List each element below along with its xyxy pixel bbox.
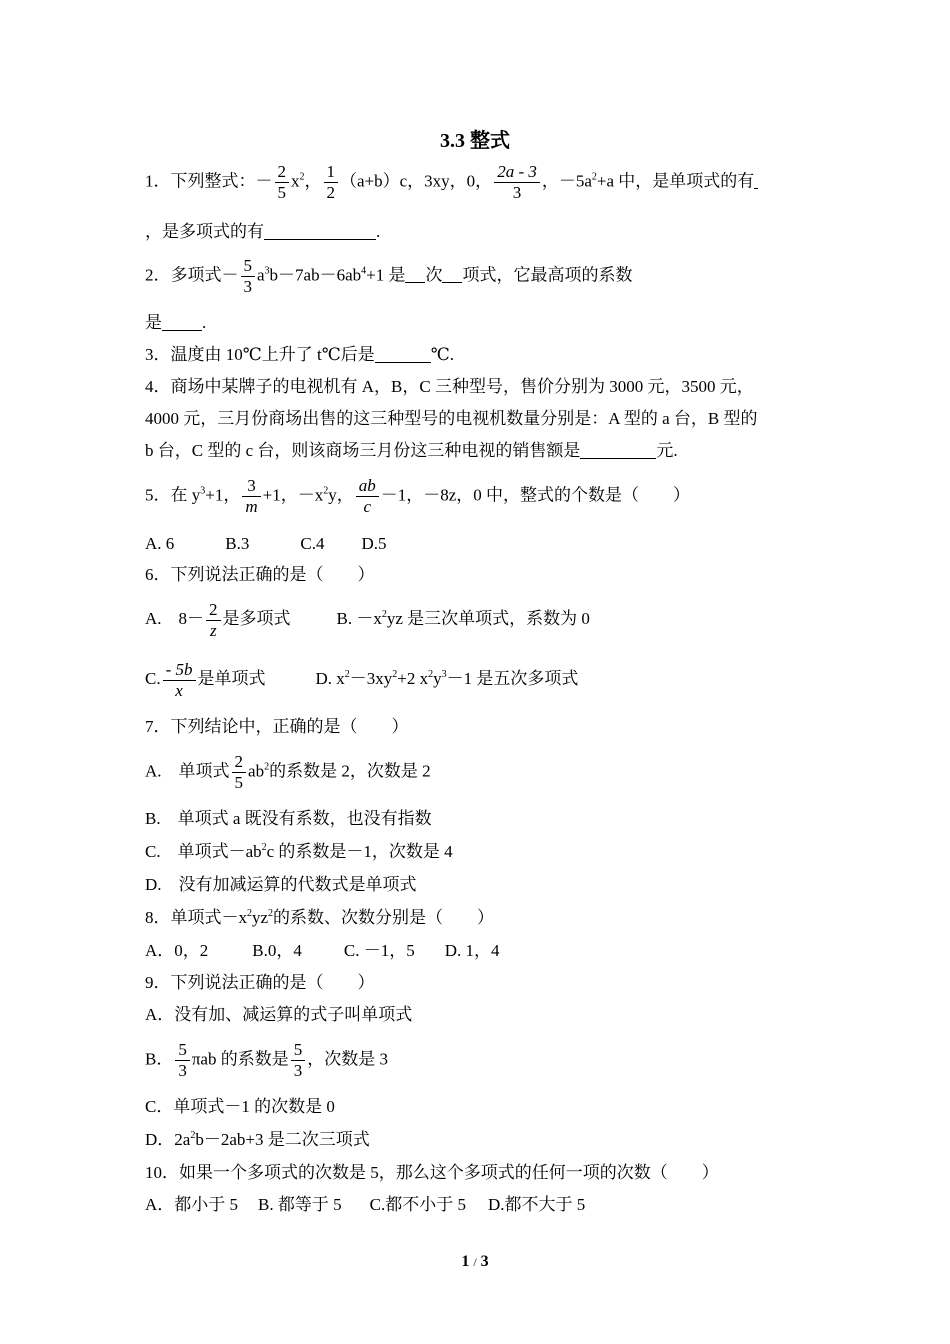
fraction: $\frac{1}{2}$ bbox=[324, 162, 339, 203]
option-a[interactable]: A．0，2 bbox=[145, 941, 209, 960]
question-8-stem: 8．单项式$-x^2yz^2$的系数、次数分别是（ ） bbox=[145, 908, 495, 927]
option-b[interactable]: B.3 bbox=[225, 534, 250, 553]
option-d[interactable]: D.都不大于 5 bbox=[487, 1195, 586, 1214]
question-9-option-d[interactable]: D．$2a^2b-2ab+3$ 是二次三项式 bbox=[145, 1130, 370, 1149]
page-title: 3.3 整式 bbox=[440, 130, 510, 152]
fraction: $\frac{2a - 3}{3}$ bbox=[494, 162, 540, 203]
answer-blank[interactable] bbox=[580, 442, 656, 459]
question-8-options bbox=[145, 940, 500, 962]
answer-blank[interactable] bbox=[754, 172, 758, 189]
question-10-options bbox=[145, 1194, 585, 1216]
question-7-option-d[interactable]: D. 没有加减运算的代数式是单项式 bbox=[145, 875, 417, 894]
question-6-options-ab bbox=[145, 600, 590, 641]
question-4-line-3: b 台，C 型的 c 台，则该商场三月份这三种电视的销售额是 元. bbox=[145, 441, 678, 460]
option-a[interactable]: A. 8－ $\frac{2}{z}$ 是多项式 bbox=[145, 600, 291, 640]
option-c[interactable]: C.4 bbox=[300, 534, 325, 553]
fraction: $\frac{5}{3}$ bbox=[175, 1040, 190, 1081]
question-7-option-a[interactable]: A. 单项式 $\frac{2}{5}$ $ab^2$的系数是 2，次数是 2 bbox=[145, 752, 431, 792]
option-b[interactable]: B. $-x^2yz$ 是三次单项式，系数为 0 bbox=[336, 609, 590, 629]
fraction: $\frac{5}{3}$ bbox=[291, 1040, 306, 1081]
answer-blank[interactable] bbox=[375, 346, 431, 363]
option-c[interactable]: C. －1，5 bbox=[343, 941, 415, 960]
fraction: $\frac{ab}{c}$ bbox=[356, 476, 379, 517]
question-7-stem: 7．下列结论中，正确的是（ ） bbox=[145, 717, 409, 736]
answer-blank[interactable] bbox=[442, 266, 462, 283]
fraction: $\frac{3}{m}$ bbox=[242, 476, 260, 517]
question-9-option-c[interactable]: C．单项式－1 的次数是 0 bbox=[145, 1097, 335, 1116]
option-d[interactable]: D. 1，4 bbox=[444, 941, 500, 960]
fraction: $\frac{2}{z}$ bbox=[206, 600, 221, 641]
fraction: $\frac{- 5b}{x}$ bbox=[163, 660, 196, 701]
question-7-option-c[interactable]: C. 单项式$-ab^2c$ 的系数是－1，次数是 4 bbox=[145, 842, 453, 861]
question-1-line-2: ，是多项式的有 . bbox=[145, 222, 381, 241]
question-9-option-b[interactable]: B． $\frac{5}{3}$ πab 的系数是 $\frac{5}{3}$ ，次数是 3 bbox=[145, 1040, 388, 1080]
answer-blank[interactable] bbox=[264, 223, 376, 240]
fraction: $\frac{2}{5}$ bbox=[275, 162, 290, 203]
question-4-line-2: 4000 元，三月份商场出售的这三种型号的电视机数量分别是：A 型的 a 台，B 型的 bbox=[145, 409, 758, 428]
question-2-line-1: 2．多项式－ $\frac{5}{3}$ $a^3b-7ab-6ab^4+1$ 是 次 项式，它最高项的系数 bbox=[145, 256, 633, 296]
page-number: 1 / 3 bbox=[461, 1253, 489, 1270]
option-d[interactable]: D.5 bbox=[361, 534, 387, 553]
option-d[interactable]: D. $x^2-3xy^2+2$ $x^2y^3-1$ 是五次多项式 bbox=[315, 669, 579, 689]
question-2-line-2: 是 . bbox=[145, 313, 207, 332]
question-6-options-cd bbox=[145, 660, 578, 701]
option-b[interactable]: B.0，4 bbox=[252, 941, 302, 960]
option-c[interactable]: C.都不小于 5 bbox=[369, 1195, 466, 1214]
answer-blank[interactable] bbox=[162, 314, 202, 331]
fraction: $\frac{2}{5}$ bbox=[232, 752, 247, 793]
question-10-stem: 10．如果一个多项式的次数是 5，那么这个多项式的任何一项的次数（ ） bbox=[145, 1163, 719, 1182]
question-3: 3．温度由 10℃上升了 t℃后是 ℃. bbox=[145, 345, 455, 364]
option-c[interactable]: C. $\frac{- 5b}{x}$ 是单项式 bbox=[145, 660, 266, 700]
question-7-option-b[interactable]: B. 单项式 a 既没有系数，也没有指数 bbox=[145, 809, 432, 828]
option-a[interactable]: A. 6 bbox=[145, 534, 175, 553]
question-6-stem: 6．下列说法正确的是（ ） bbox=[145, 565, 375, 584]
question-1-line-1: 1．下列整式：－ $\frac{2}{5}$ $x^2$， $\frac{1}{2}$ （a+b）c，3xy，0， $\frac{2a - 3}{3}$ ，$-5a^2+a$ 中，是单项式的有 bbox=[145, 162, 758, 203]
option-b[interactable]: B. 都等于 5 bbox=[258, 1195, 342, 1214]
question-9-stem: 9．下列说法正确的是（ ） bbox=[145, 973, 375, 992]
option-a[interactable]: A．都小于 5 bbox=[145, 1195, 239, 1214]
answer-blank[interactable] bbox=[405, 266, 425, 283]
question-5: 5．在 $y^3+1$， $\frac{3}{m}$ +1，$-x^2y$， $\frac{ab}{c}$ －1，－8z，0 中，整式的个数是（ ） bbox=[145, 476, 691, 516]
fraction: $\frac{5}{3}$ bbox=[241, 256, 256, 297]
question-9-option-a[interactable]: A．没有加、减运算的式子叫单项式 bbox=[145, 1005, 413, 1024]
question-5-options bbox=[145, 533, 387, 555]
question-4-line-1: 4．商场中某牌子的电视机有 A，B，C 三种型号，售价分别为 3000 元，3500 元， bbox=[145, 377, 754, 396]
